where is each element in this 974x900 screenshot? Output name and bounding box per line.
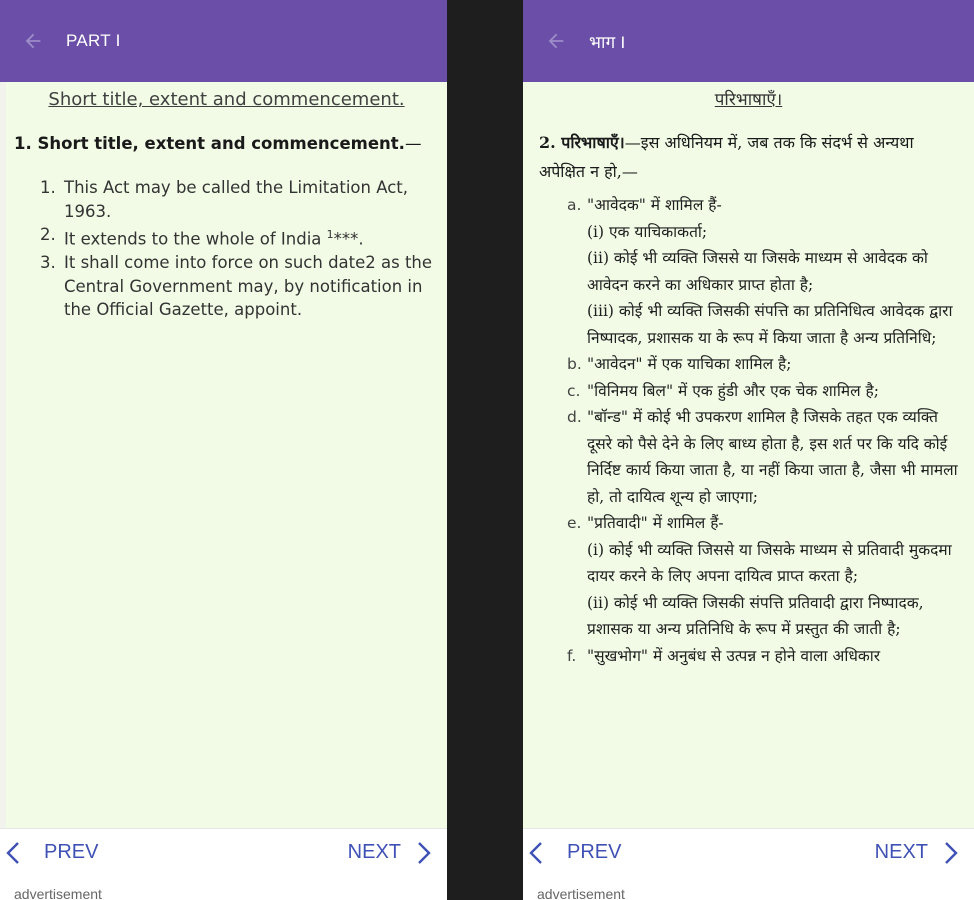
- list-item-letter: f.: [567, 646, 577, 665]
- divider-gap: [447, 0, 523, 900]
- list-item-letter: d.: [567, 408, 582, 426]
- list-item-text-after: ***.: [333, 229, 364, 249]
- section-heading-text: 1. Short title, extent and commencement.: [14, 134, 405, 153]
- definition-list: [567, 192, 974, 669]
- list-item-line: "सुखभोग" में अनुबंध से उत्पन्न न होने वाला अधिकार: [587, 646, 881, 665]
- ad-label: advertisement: [14, 886, 102, 900]
- list-item-letter: a.: [567, 196, 582, 214]
- list-item: [40, 223, 447, 251]
- section-heading-bold: 2. परिभाषाएँ।: [539, 133, 625, 152]
- list-item-number: 3.: [40, 253, 56, 272]
- list-item: [567, 510, 974, 643]
- list-item-line: (ii) कोई भी व्यक्ति जिसकी संपत्ति प्रतिवादी द्वारा निष्पादक, प्रशासक या अन्य प्रतिनिधि के रूप में प्रस्तुत की जाती है;: [587, 593, 924, 638]
- list-item-body: [587, 378, 974, 405]
- list-item: [567, 378, 974, 405]
- list-item-letter: c.: [567, 381, 581, 400]
- next-label: NEXT: [347, 841, 401, 863]
- list-item-body: [587, 510, 974, 643]
- left-phone-screen: [0, 0, 447, 900]
- list-item-line: (iii) कोई भी व्यक्ति जिसकी संपत्ति का प्रतिनिधित्व आवेदक द्वारा निष्पादक, प्रशासक या के रूप में किया जाता है अन्य प्रतिनिधि;: [587, 302, 953, 347]
- right-phone-screen: [523, 0, 974, 900]
- list-item-letter: b.: [567, 355, 582, 373]
- chevron-right-icon: [415, 840, 433, 866]
- chevron-left-icon: [4, 840, 22, 866]
- back-button[interactable]: [20, 28, 46, 54]
- section-heading-rest: —इस अधिनियम में, जब तक कि संदर्भ से अन्यथा अपेक्षित न हो,—: [539, 133, 914, 181]
- list-item: [567, 404, 974, 510]
- app-bar: [0, 0, 447, 82]
- list-item: [567, 192, 974, 351]
- list-item-line: "विनिमय बिल" में एक हुंडी और एक चेक शामिल है;: [587, 381, 879, 400]
- list-item-body: [587, 643, 974, 670]
- clause-list: [40, 176, 447, 322]
- list-item-line: "प्रतिवादी" में शामिल हैं-: [587, 514, 724, 532]
- list-item-body: [587, 351, 974, 378]
- content-area[interactable]: [6, 82, 447, 828]
- app-bar-title: भाग I: [589, 32, 626, 52]
- list-item-letter: e.: [567, 514, 582, 532]
- heading-dash: —: [404, 134, 422, 153]
- footnote-link[interactable]: 1: [326, 228, 334, 241]
- app-bar: [523, 0, 974, 82]
- next-button[interactable]: [348, 840, 433, 866]
- bottom-nav: [523, 828, 974, 876]
- arrow-back-icon: [545, 30, 567, 52]
- list-item: [567, 643, 974, 670]
- list-item-text: This Act may be called the Limitation Act, 1963.: [64, 178, 409, 221]
- prev-button[interactable]: [527, 840, 621, 866]
- prev-label: PREV: [567, 841, 622, 863]
- prev-label: PREV: [44, 841, 99, 863]
- list-item-text: It shall come into force on such date2 as the Central Government may, by notification in the Official Gazette, appoint.: [64, 253, 433, 319]
- list-item-body: [587, 404, 974, 510]
- list-item-number: 2.: [40, 225, 56, 244]
- list-item-number: 1.: [40, 178, 56, 197]
- ad-strip: [0, 876, 447, 900]
- list-item: [567, 351, 974, 378]
- ad-label: advertisement: [537, 886, 625, 900]
- list-item-body: [587, 192, 974, 351]
- back-button[interactable]: [543, 28, 569, 54]
- section-title: परिभाषाएँ।: [714, 90, 783, 110]
- list-item-line: (i) कोई भी व्यक्ति जिससे या जिसके माध्यम से प्रतिवादी मुकदमा दायर करने के लिए अपना दायित्व प्राप्त करता है;: [587, 540, 952, 585]
- arrow-back-icon: [22, 30, 44, 52]
- next-button[interactable]: [875, 840, 960, 866]
- list-item: [40, 251, 447, 322]
- prev-button[interactable]: [4, 840, 98, 866]
- list-item-line: "आवेदक" में शामिल हैं-: [587, 196, 722, 214]
- bottom-nav: [0, 828, 447, 876]
- chevron-left-icon: [527, 840, 545, 866]
- section-title: Short title, extent and commencement.: [48, 89, 405, 110]
- list-item-line: "आवेदन" में एक याचिका शामिल है;: [587, 355, 792, 373]
- list-item-text-wrap: [64, 223, 447, 251]
- section-heading: [539, 128, 962, 186]
- list-item-line: (ii) कोई भी व्यक्ति जिससे या जिसके माध्यम से आवेदक को आवेदन करने का अधिकार प्राप्त होता है;: [587, 249, 928, 294]
- app-bar-title: PART I: [66, 31, 121, 50]
- ad-strip: [523, 876, 974, 900]
- content-area[interactable]: [523, 82, 974, 828]
- next-label: NEXT: [874, 841, 928, 863]
- list-item: [40, 176, 447, 223]
- list-item-line: "बॉन्ड" में कोई भी उपकरण शामिल है जिसके तहत एक व्यक्ति दूसरे को पैसे देने के लिए बाध्य होता है, इस शर्त पर कि यदि कोई निर्दिष्ट कार्य किया जाता है, या नहीं किया जाता है, जैसा भी मामला हो, तो दायित्व शून्य हो जाएगा;: [587, 408, 958, 506]
- list-item-line: (i) एक याचिकाकर्ता;: [587, 222, 708, 241]
- section-heading: [14, 133, 447, 155]
- list-item-text: It extends to the whole of India: [64, 229, 327, 249]
- chevron-right-icon: [942, 840, 960, 866]
